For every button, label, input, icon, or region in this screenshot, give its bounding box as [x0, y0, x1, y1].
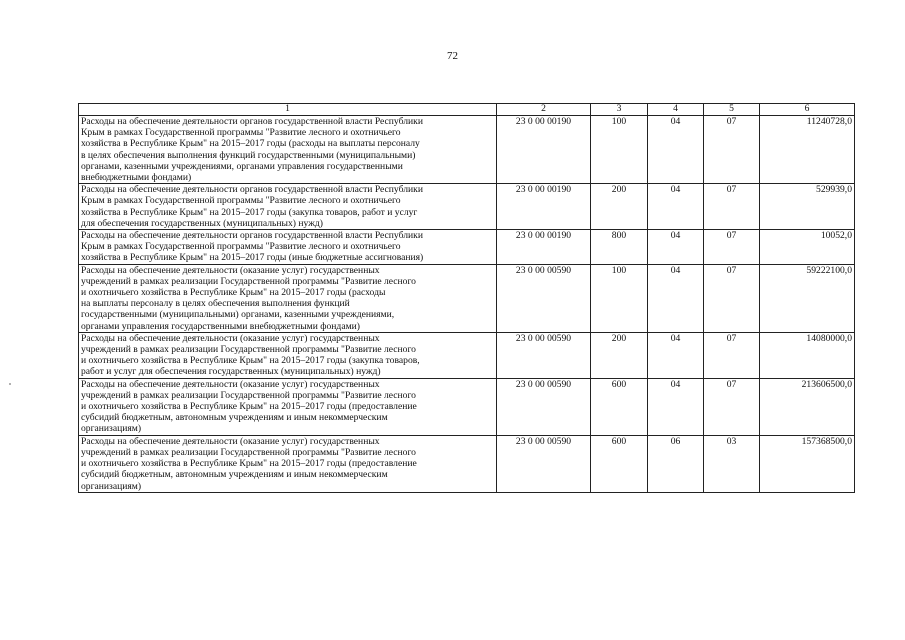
row-subsection: 07 — [704, 184, 760, 230]
row-section: 06 — [648, 435, 704, 492]
row-amount: 157368500,0 — [760, 435, 855, 492]
row-amount: 10052,0 — [760, 230, 855, 265]
row-expense-type: 800 — [591, 230, 648, 265]
row-amount: 213606500,0 — [760, 378, 855, 435]
row-amount: 529939,0 — [760, 184, 855, 230]
row-expense-type: 600 — [591, 435, 648, 492]
column-header: 3 — [591, 104, 648, 116]
row-section: 04 — [648, 378, 704, 435]
table-row — [79, 378, 855, 435]
row-section: 04 — [648, 230, 704, 265]
row-expense-type: 200 — [591, 332, 648, 378]
row-section: 04 — [648, 332, 704, 378]
row-description: Расходы на обеспечение деятельности (оказание услуг) государственных учреждений в рамках реализации Государственной программы "Развитие лесного и охотничьего хозяйства в Республике Крым" на 2015–2017 годы (предоставление субсидий бюджетным, автономным учреждениям и иным некоммерческим организациям) — [79, 378, 497, 435]
row-target-code: 23 0 00 00190 — [497, 116, 591, 184]
row-target-code: 23 0 00 00590 — [497, 435, 591, 492]
row-target-code: 23 0 00 00590 — [497, 264, 591, 332]
row-target-code: 23 0 00 00590 — [497, 332, 591, 378]
table-row — [79, 184, 855, 230]
row-subsection: 07 — [704, 264, 760, 332]
row-description: Расходы на обеспечение деятельности органов государственной власти Республики Крым в рамках Государственной программы "Развитие лесного и охотничьего хозяйства в Республике Крым" на 2015–2017 годы (иные бюджетные ассигнования) — [79, 230, 497, 265]
scan-speck — [9, 383, 11, 385]
column-header: 2 — [497, 104, 591, 116]
table-row — [79, 264, 855, 332]
column-header: 6 — [760, 104, 855, 116]
row-description: Расходы на обеспечение деятельности органов государственной власти Республики Крым в рамках Государственной программы "Развитие лесного и охотничьего хозяйства в Республике Крым" на 2015–2017 годы (расходы на выплаты персоналу в целях обеспечения выполнения функций государственными (муниципальными) органами, казенными учреждениями, органами управления государственными внебюджетными фондами) — [79, 116, 497, 184]
row-expense-type: 100 — [591, 116, 648, 184]
column-header: 5 — [704, 104, 760, 116]
row-amount: 14080000,0 — [760, 332, 855, 378]
row-subsection: 07 — [704, 332, 760, 378]
table-row — [79, 230, 855, 265]
row-expense-type: 600 — [591, 378, 648, 435]
row-amount: 11240728,0 — [760, 116, 855, 184]
row-section: 04 — [648, 116, 704, 184]
budget-table — [78, 103, 855, 493]
table-row — [79, 435, 855, 492]
row-expense-type: 200 — [591, 184, 648, 230]
row-subsection: 07 — [704, 116, 760, 184]
row-subsection: 07 — [704, 378, 760, 435]
column-header: 1 — [79, 104, 497, 116]
table-row — [79, 116, 855, 184]
row-description: Расходы на обеспечение деятельности органов государственной власти Республики Крым в рамках Государственной программы "Развитие лесного и охотничьего хозяйства в Республике Крым" на 2015–2017 годы (закупка товаров, работ и услуг для обеспечения государственных (муниципальных) нужд) — [79, 184, 497, 230]
row-amount: 59222100,0 — [760, 264, 855, 332]
row-section: 04 — [648, 184, 704, 230]
row-expense-type: 100 — [591, 264, 648, 332]
row-section: 04 — [648, 264, 704, 332]
row-description: Расходы на обеспечение деятельности (оказание услуг) государственных учреждений в рамках реализации Государственной программы "Развитие лесного и охотничьего хозяйства в Республике Крым" на 2015–2017 годы (предоставление субсидий бюджетным, автономным учреждениям и иным некоммерческим организациям) — [79, 435, 497, 492]
table-header-row — [79, 104, 855, 116]
row-target-code: 23 0 00 00190 — [497, 230, 591, 265]
row-description: Расходы на обеспечение деятельности (оказание услуг) государственных учреждений в рамках реализации Государственной программы "Развитие лесного и охотничьего хозяйства в Республике Крым" на 2015–2017 годы (закупка товаров, работ и услуг для обеспечения государственных (муниципальных) нужд) — [79, 332, 497, 378]
table-row — [79, 332, 855, 378]
page-number: 72 — [447, 50, 458, 62]
row-description: Расходы на обеспечение деятельности (оказание услуг) государственных учреждений в рамках реализации Государственной программы "Развитие лесного и охотничьего хозяйства в Республике Крым" на 2015–2017 годы (расходы на выплаты персоналу в целях обеспечения выполнения функций государственными (муниципальными) органами, казенными учреждениями, органами управления государственными внебюджетными фондами) — [79, 264, 497, 332]
row-subsection: 03 — [704, 435, 760, 492]
row-target-code: 23 0 00 00590 — [497, 378, 591, 435]
column-header: 4 — [648, 104, 704, 116]
row-subsection: 07 — [704, 230, 760, 265]
row-target-code: 23 0 00 00190 — [497, 184, 591, 230]
